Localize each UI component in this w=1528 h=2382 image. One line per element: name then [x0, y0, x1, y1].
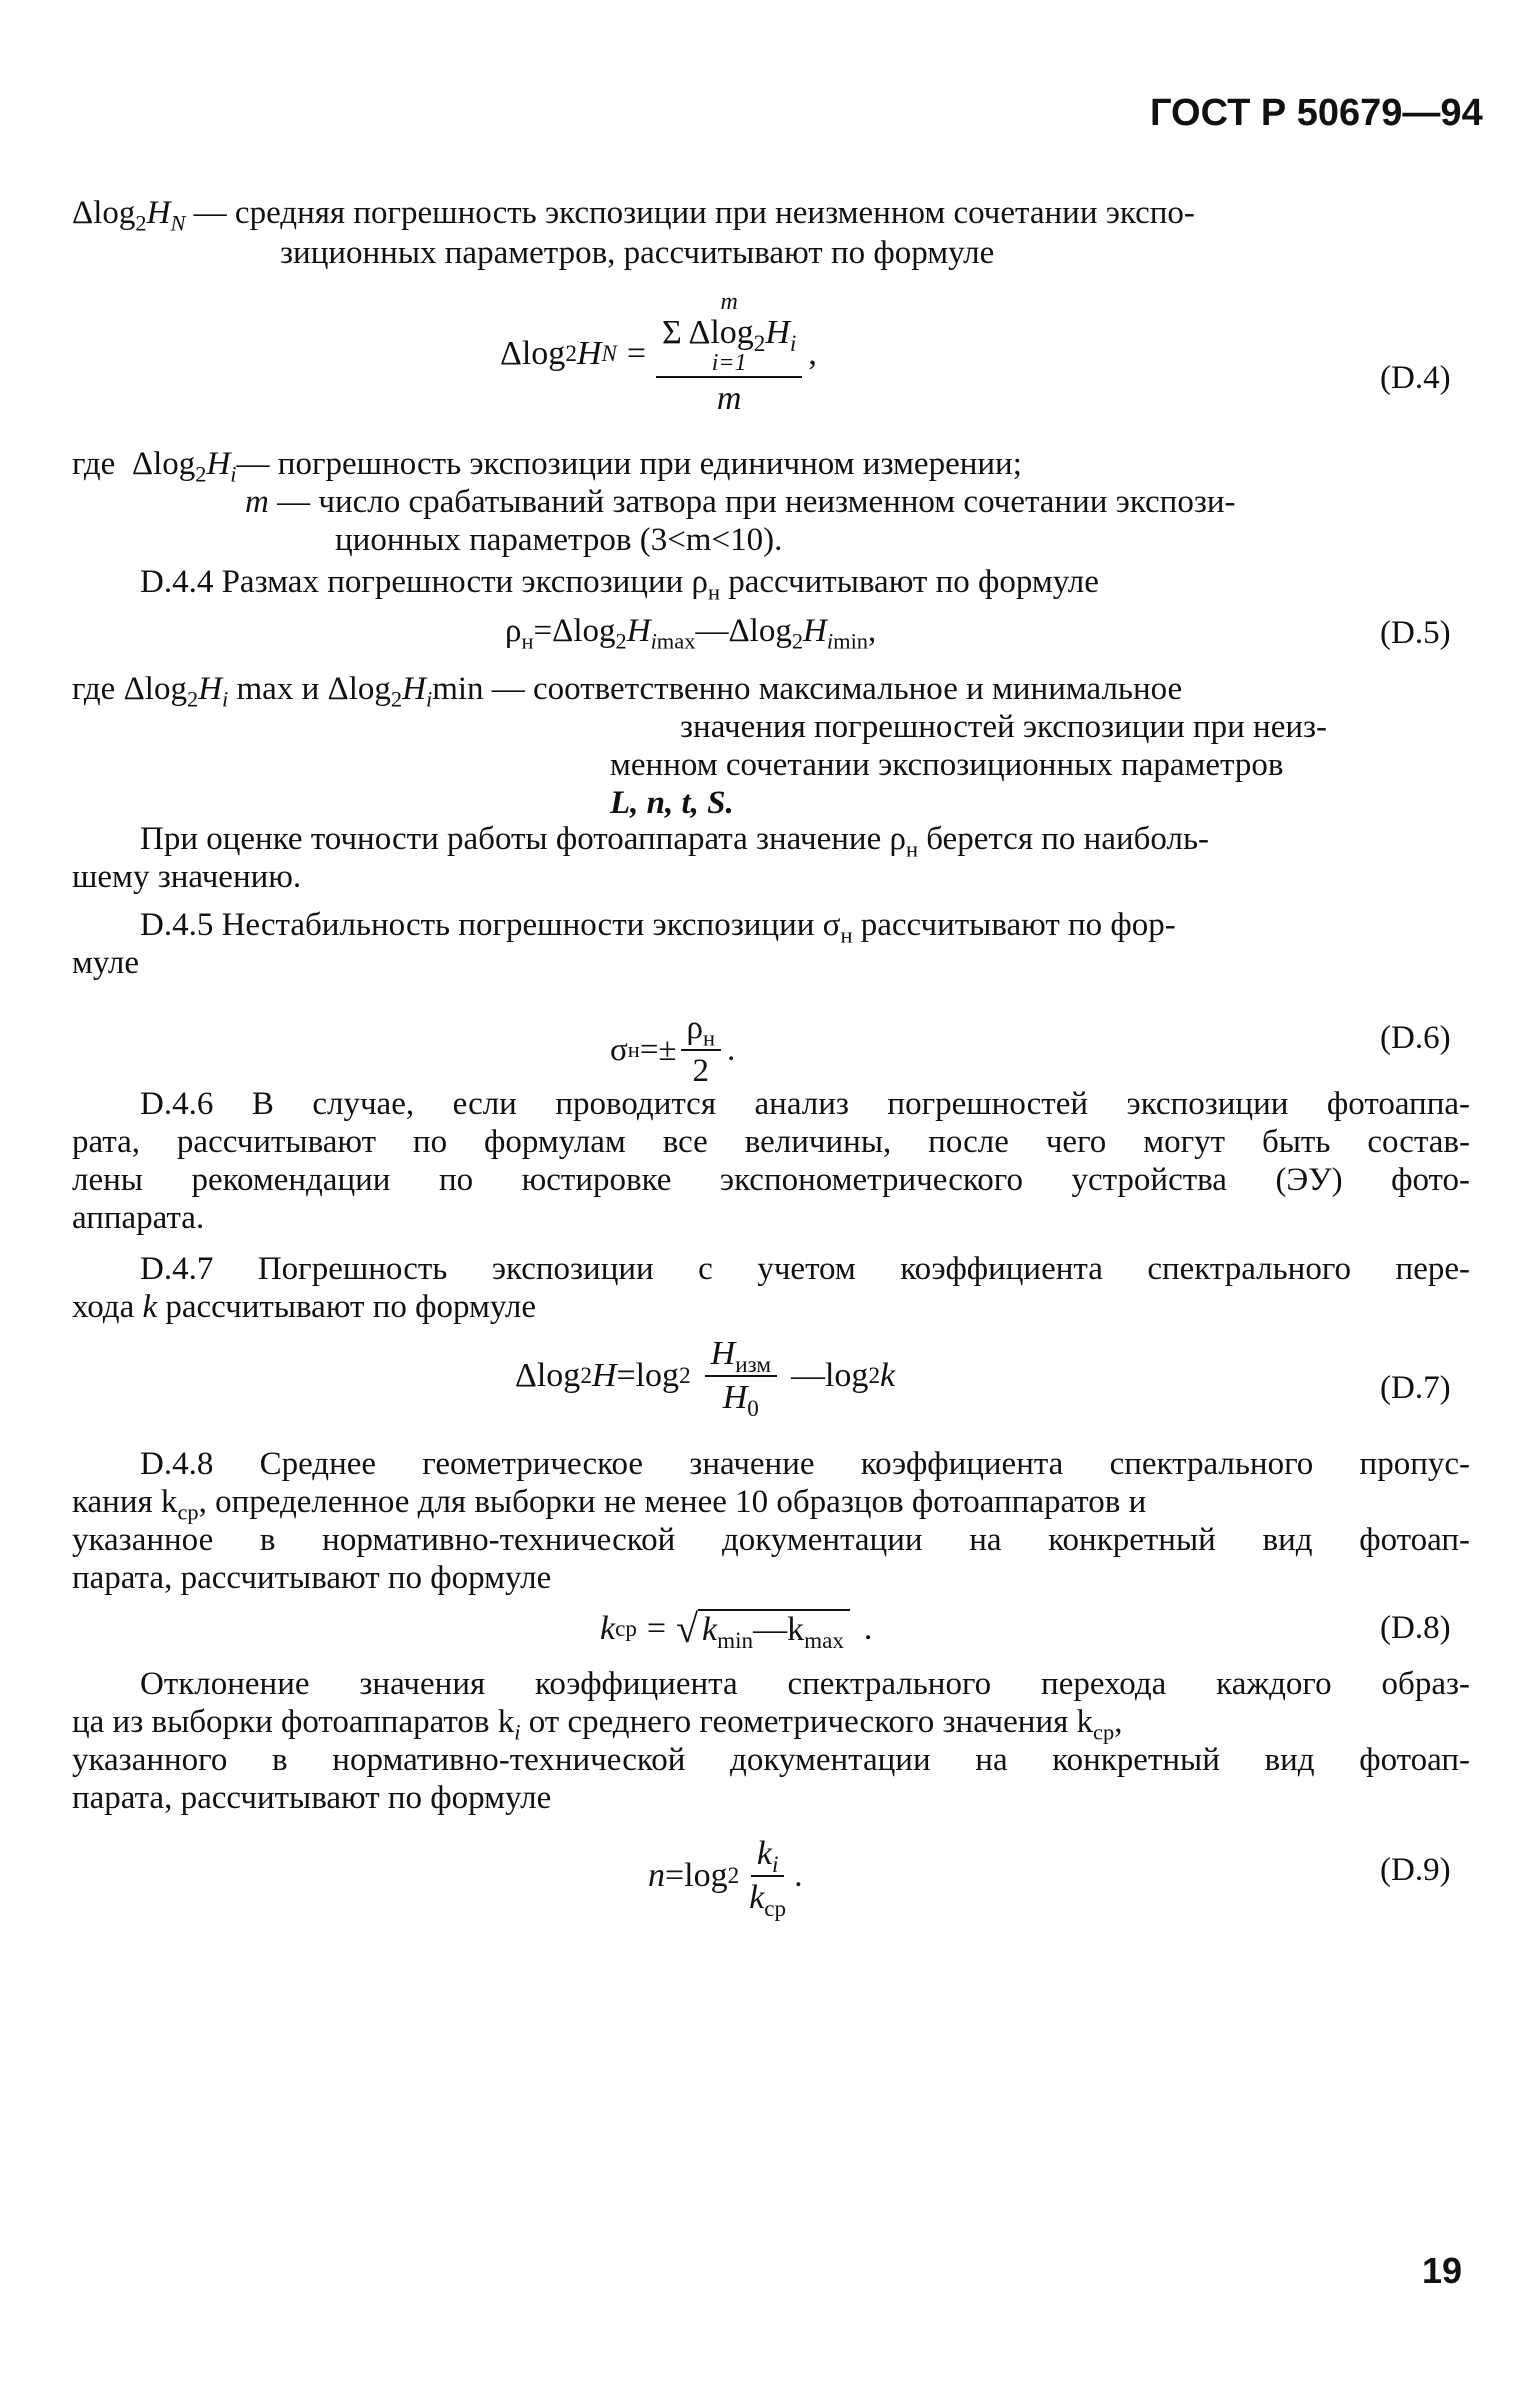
- d45-intro-1: D.4.5 Нестабильность погрешности экспозиции $\sigma_н$ рассчитывают по фор-: [140, 907, 1176, 948]
- formula-d9: n =log 2 $\frac{k_i}{k_{ср}}$ .: [648, 1835, 803, 1922]
- d5-number: (D.5): [1380, 615, 1451, 651]
- formula-d7: Δlog 2 H =log 2 $\frac{H_{изм}}{H_0}$ —log 2 k: [515, 1335, 896, 1422]
- d48-paragraph-4: парата, рассчитывают по формуле: [72, 1560, 552, 1596]
- d45-intro-2: муле: [72, 945, 140, 981]
- d4-lhs: Δlog: [500, 335, 566, 372]
- d6-number: (D.6): [1380, 1020, 1451, 1056]
- d4-where-2: m — число срабатываний затвора при неизменном сочетании экспози-: [245, 484, 1236, 520]
- d4-lead-line: $\Delta\log_2H_N$ — средняя погрешность экспозиции при неизменном сочетании экспо-: [72, 195, 1195, 236]
- deviation-paragraph-2: ца из выборки фотоаппаратов $k_i$ от среднего геометрического значения $k_{ср}$,: [72, 1704, 1123, 1745]
- d46-paragraph-4: аппарата.: [72, 1200, 205, 1236]
- d46-paragraph-3: лены рекомендации по юстировке экспонометрического устройства (ЭУ) фото-: [72, 1162, 1470, 1198]
- d46-paragraph-1: D.4.6 В случае, если проводится анализ погрешностей экспозиции фотоаппа-: [140, 1086, 1470, 1122]
- d5-where-4: L, n, t, S.: [610, 785, 734, 821]
- d4-where-1: где $\Delta\log_2H_i—$ погрешность экспозиции при единичном измерении;: [72, 446, 1022, 487]
- d48-paragraph-1: D.4.8 Среднее геометрическое значение коэффициента спектрального пропус-: [140, 1446, 1470, 1482]
- d47-intro-1: D.4.7 Погрешность экспозиции с учетом коэффициента спектрального пере-: [140, 1251, 1470, 1287]
- d4-number: (D.4): [1380, 360, 1451, 396]
- sqrt-icon: √: [676, 1606, 699, 1651]
- deviation-paragraph-3: указанного в нормативно-технической документации на конкретный вид фотоап-: [72, 1742, 1470, 1778]
- d48-paragraph-3: указанное в нормативно-технической документации на конкретный вид фотоап-: [72, 1522, 1470, 1558]
- accuracy-paragraph-1: При оценке точности работы фотоаппарата значение $\rho_н$ берется по наиболь-: [140, 821, 1209, 862]
- d44-intro: D.4.4 Размах погрешности экспозиции $\rho_н$ рассчитывают по формуле: [140, 564, 1099, 605]
- formula-d4: Δlog 2 H N = m Σ $\Delta\log_2H_i$ i=1 m ,: [500, 289, 817, 417]
- document-header: ГОСТ Р 50679—94: [1150, 92, 1483, 134]
- d9-number: (D.9): [1380, 1852, 1451, 1888]
- d4-where-2b: ционных параметров (3<m<10).: [335, 522, 783, 558]
- d47-intro-2: хода k рассчитывают по формуле: [72, 1289, 537, 1325]
- d46-paragraph-2: рата, рассчитывают по формулам все величины, после чего могут быть состав-: [72, 1124, 1470, 1160]
- d4-fraction: m Σ $\Delta\log_2H_i$ i=1 m: [656, 290, 802, 418]
- d7-number: (D.7): [1380, 1370, 1451, 1406]
- deviation-paragraph-1: Отклонение значения коэффициента спектрального перехода каждого образ-: [140, 1666, 1470, 1702]
- formula-d5: $\rho_н=\Delta\log_2H_{imax}—\Delta\log_2H_{imin}$,: [505, 613, 877, 654]
- accuracy-paragraph-2: шему значению.: [72, 859, 302, 895]
- d5-where-1: где $\Delta\log_2H_i$ max и $\Delta\log_2H_i\min$ — соответственно максимальное и минимальное: [72, 671, 1183, 712]
- formula-d8: k ср = √ $k_{min}—k_{max}$ .: [600, 1606, 873, 1654]
- formula-d6: σ н =± $\frac{\rho_н}{2}$ .: [610, 1010, 736, 1089]
- d4-lead-line-2: зиционных параметров, рассчитывают по формуле: [280, 235, 995, 271]
- d5-where-2: значения погрешностей экспозиции при неиз-: [680, 709, 1328, 745]
- d48-paragraph-2: кания $k_{ср}$, определенное для выборки не менее 10 образцов фотоаппаратов и: [72, 1484, 1147, 1525]
- d5-where-3: менном сочетании экспозиционных параметров: [610, 747, 1284, 783]
- deviation-paragraph-4: парата, рассчитывают по формуле: [72, 1780, 552, 1816]
- d8-number: (D.8): [1380, 1610, 1451, 1646]
- page-number: 19: [1422, 2250, 1463, 2291]
